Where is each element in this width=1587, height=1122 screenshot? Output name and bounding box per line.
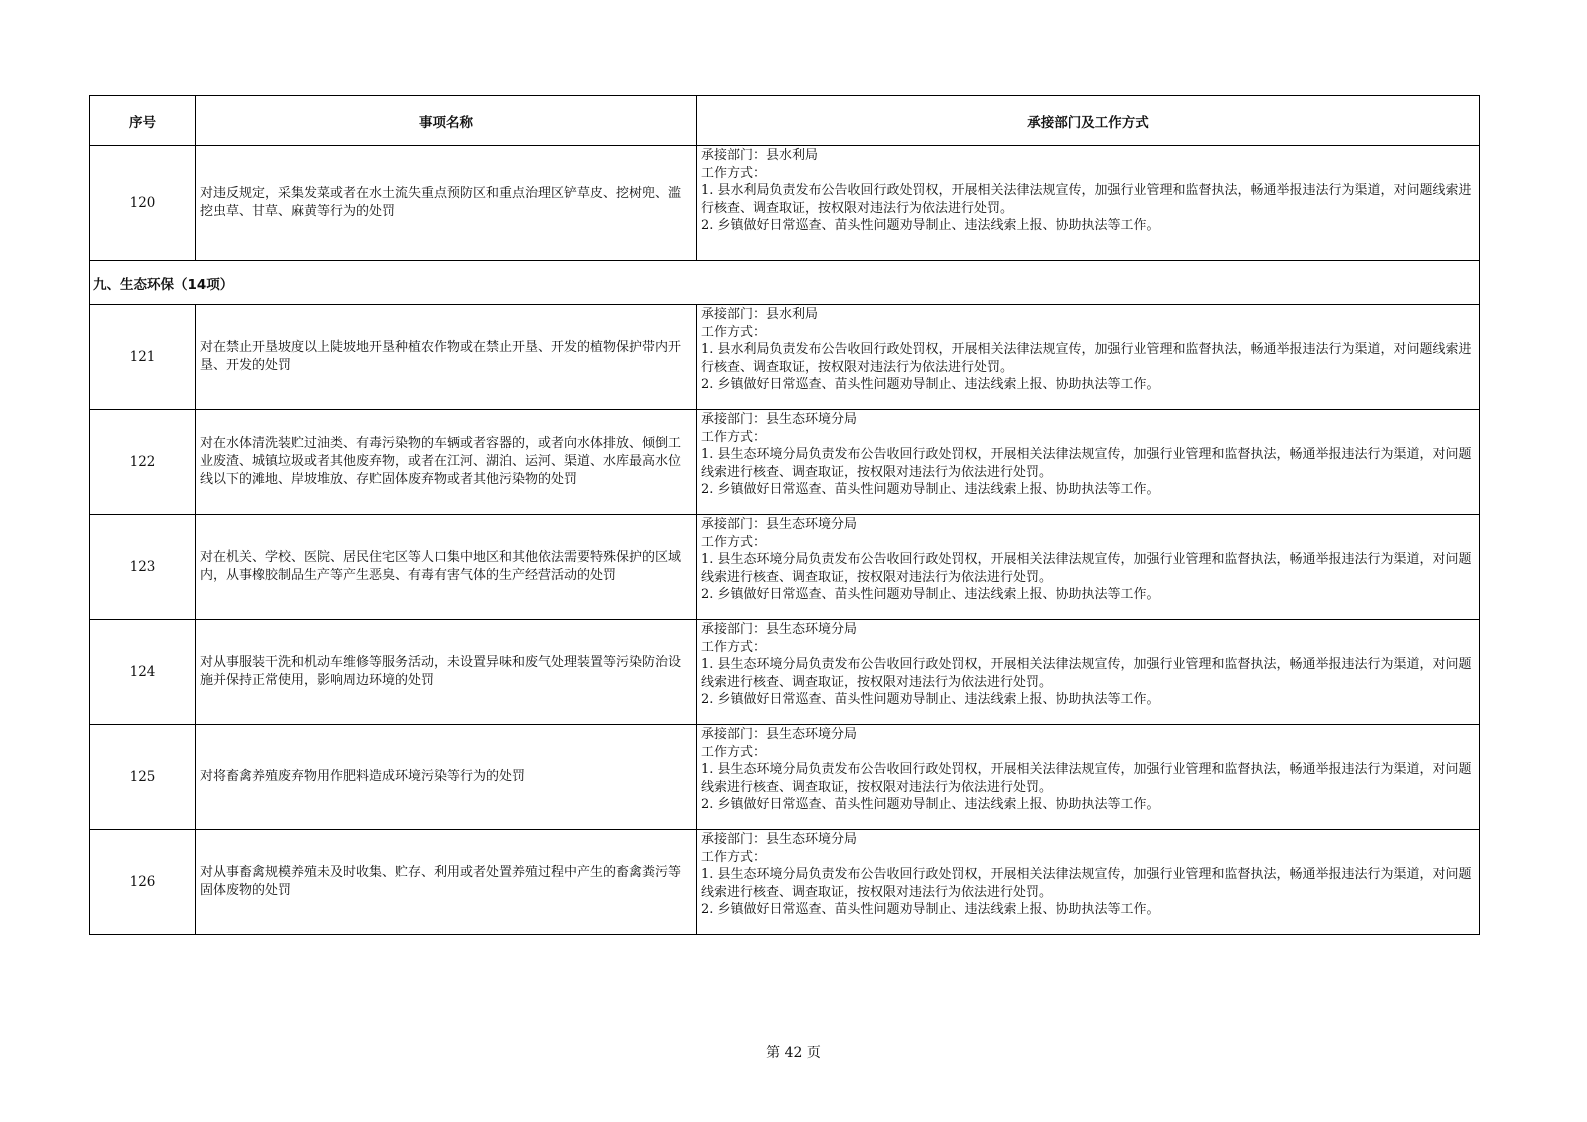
col-dept-header: 承接部门及工作方式 [697, 96, 1480, 146]
method-item-1: 1. 县水利局负责发布公告收回行政处罚权，开展相关法律法规宣传，加强行业管理和监督执法，畅通举报违法行为渠道，对问题线索进行核查、调查取证，按权限对违法行为依法进行处罚。 [701, 342, 1472, 375]
section-row [90, 261, 1480, 305]
table-header [90, 96, 1480, 146]
dept-and-method [697, 305, 1480, 410]
method-item-1: 1. 县生态环境分局负责发布公告收回行政处罚权，开展相关法律法规宣传，加强行业管理和监督执法，畅通举报违法行为渠道，对问题线索进行核查、调查取证，按权限对违法行为依法进行处罚。 [701, 447, 1472, 480]
item-name: 对在水体清洗装贮过油类、有毒污染物的车辆或者容器的，或者向水体排放、倾倒工业废渣、城镇垃圾或者其他废弃物，或者在江河、湖泊、运河、渠道、水库最高水位线以下的滩地、岸坡堆放、存贮固体废弃物或者其他污染物的处罚 [196, 410, 697, 515]
dept-and-method [697, 725, 1480, 830]
mode-line: 工作方式： [701, 849, 767, 865]
items-table [89, 95, 1480, 935]
method-item-1: 1. 县生态环境分局负责发布公告收回行政处罚权，开展相关法律法规宣传，加强行业管理和监督执法，畅通举报违法行为渠道，对问题线索进行核查、调查取证，按权限对违法行为依法进行处罚。 [701, 657, 1472, 690]
dept-and-method [697, 515, 1480, 620]
table-row [90, 146, 1480, 261]
mode-line: 工作方式： [701, 534, 767, 550]
dept-line: 承接部门：县水利局 [701, 307, 819, 322]
item-name: 对在机关、学校、医院、居民住宅区等人口集中地区和其他依法需要特殊保护的区域内，从事橡胶制品生产等产生恶臭、有毒有害气体的生产经营活动的处罚 [196, 515, 697, 620]
mode-line: 工作方式： [701, 639, 767, 655]
item-name: 对在禁止开垦坡度以上陡坡地开垦种植农作物或在禁止开垦、开发的植物保护带内开垦、开发的处罚 [196, 305, 697, 410]
method-item-2: 2. 乡镇做好日常巡查、苗头性问题劝导制止、违法线索上报、协助执法等工作。 [701, 377, 1160, 393]
method-item-1: 1. 县水利局负责发布公告收回行政处罚权，开展相关法律法规宣传，加强行业管理和监督执法，畅通举报违法行为渠道，对问题线索进行核查、调查取证，按权限对违法行为依法进行处罚。 [701, 183, 1472, 216]
method-item-1: 1. 县生态环境分局负责发布公告收回行政处罚权，开展相关法律法规宣传，加强行业管理和监督执法，畅通举报违法行为渠道，对问题线索进行核查、调查取证，按权限对违法行为依法进行处罚。 [701, 762, 1472, 795]
dept-line: 承接部门：县水利局 [701, 148, 819, 163]
method-item-2: 2. 乡镇做好日常巡查、苗头性问题劝导制止、违法线索上报、协助执法等工作。 [701, 797, 1160, 813]
dept-and-method [697, 620, 1480, 725]
method-item-1: 1. 县生态环境分局负责发布公告收回行政处罚权，开展相关法律法规宣传，加强行业管理和监督执法，畅通举报违法行为渠道，对问题线索进行核查、调查取证，按权限对违法行为依法进行处罚。 [701, 867, 1472, 900]
page-number: 第 42 页 [766, 1045, 821, 1061]
dept-line: 承接部门：县生态环境分局 [701, 727, 858, 742]
col-name-header: 事项名称 [196, 96, 697, 146]
row-number: 122 [90, 410, 196, 515]
dept-and-method [697, 410, 1480, 515]
table-row [90, 725, 1480, 830]
method-item-2: 2. 乡镇做好日常巡查、苗头性问题劝导制止、违法线索上报、协助执法等工作。 [701, 587, 1160, 603]
table-row [90, 515, 1480, 620]
dept-line: 承接部门：县生态环境分局 [701, 832, 858, 847]
item-name: 对从事畜禽规模养殖未及时收集、贮存、利用或者处置养殖过程中产生的畜禽粪污等固体废物的处罚 [196, 830, 697, 935]
section-title: 九、生态环保（14项） [90, 261, 1480, 305]
row-number: 121 [90, 305, 196, 410]
method-item-2: 2. 乡镇做好日常巡查、苗头性问题劝导制止、违法线索上报、协助执法等工作。 [701, 218, 1160, 234]
row-number: 123 [90, 515, 196, 620]
item-name: 对将畜禽养殖废弃物用作肥料造成环境污染等行为的处罚 [196, 725, 697, 830]
mode-line: 工作方式： [701, 324, 767, 340]
table-row [90, 830, 1480, 935]
dept-and-method [697, 146, 1480, 261]
row-number: 125 [90, 725, 196, 830]
table-row [90, 305, 1480, 410]
item-name: 对从事服装干洗和机动车维修等服务活动，未设置异味和废气处理装置等污染防治设施并保持正常使用，影响周边环境的处罚 [196, 620, 697, 725]
table-row [90, 620, 1480, 725]
item-name: 对违反规定，采集发菜或者在水土流失重点预防区和重点治理区铲草皮、挖树兜、滥挖虫草、甘草、麻黄等行为的处罚 [196, 146, 697, 261]
table-row [90, 410, 1480, 515]
mode-line: 工作方式： [701, 429, 767, 445]
mode-line: 工作方式： [701, 744, 767, 760]
method-item-1: 1. 县生态环境分局负责发布公告收回行政处罚权，开展相关法律法规宣传，加强行业管理和监督执法，畅通举报违法行为渠道，对问题线索进行核查、调查取证，按权限对违法行为依法进行处罚。 [701, 552, 1472, 585]
dept-and-method [697, 830, 1480, 935]
method-item-2: 2. 乡镇做好日常巡查、苗头性问题劝导制止、违法线索上报、协助执法等工作。 [701, 902, 1160, 918]
col-no-header: 序号 [90, 96, 196, 146]
mode-line: 工作方式： [701, 165, 767, 181]
row-number: 124 [90, 620, 196, 725]
dept-line: 承接部门：县生态环境分局 [701, 517, 858, 532]
row-number: 126 [90, 830, 196, 935]
dept-line: 承接部门：县生态环境分局 [701, 412, 858, 427]
method-item-2: 2. 乡镇做好日常巡查、苗头性问题劝导制止、违法线索上报、协助执法等工作。 [701, 482, 1160, 498]
dept-line: 承接部门：县生态环境分局 [701, 622, 858, 637]
method-item-2: 2. 乡镇做好日常巡查、苗头性问题劝导制止、违法线索上报、协助执法等工作。 [701, 692, 1160, 708]
row-number: 120 [90, 146, 196, 261]
